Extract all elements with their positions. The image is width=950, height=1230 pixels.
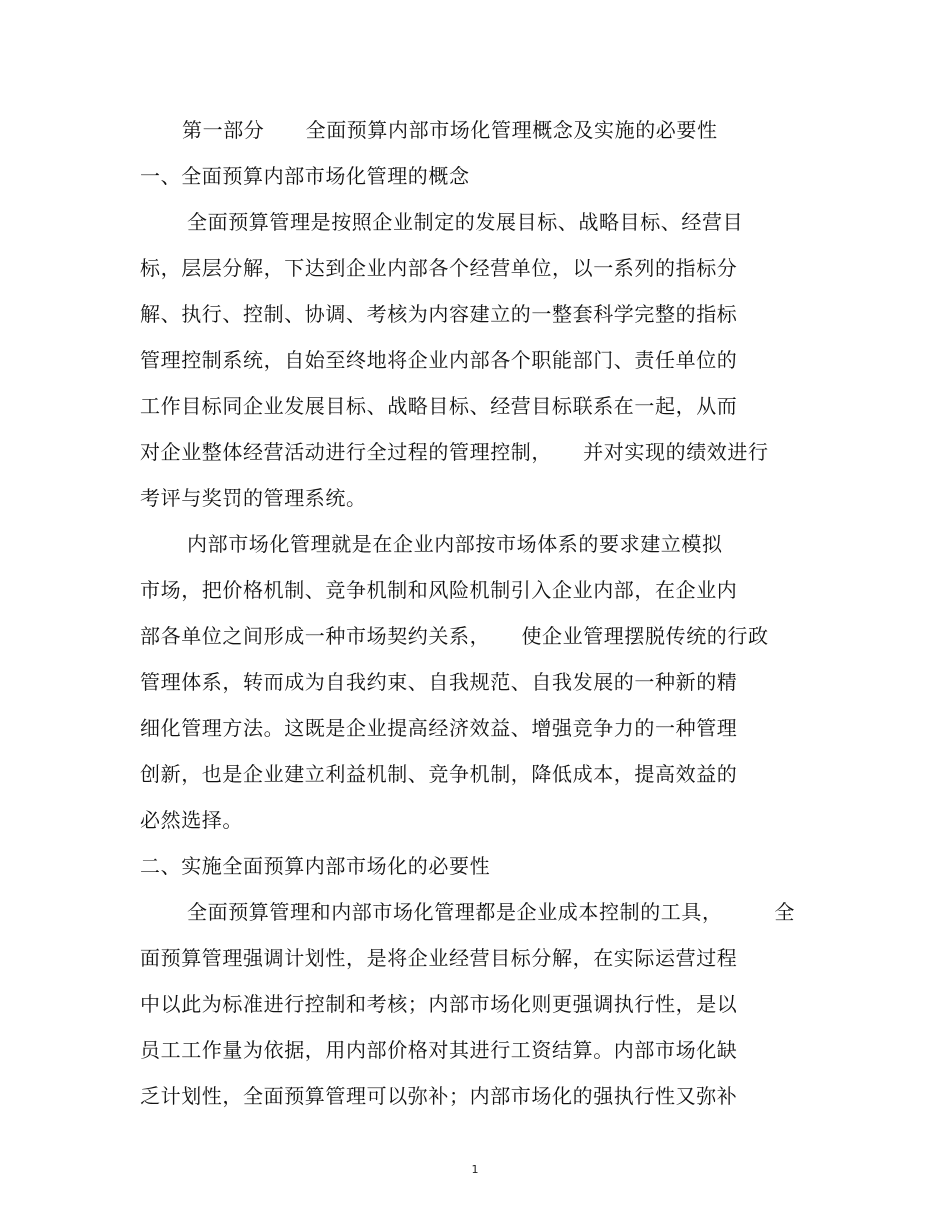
paragraph-line: 全面预算管理和内部市场化管理都是企业成本控制的工具， 全 (187, 900, 795, 924)
paragraph-line: 中以此为标准进行控制和考核；内部市场化则更强调执行性，是以 (140, 992, 738, 1016)
section-heading-2: 二、实施全面预算内部市场化的必要性 (140, 854, 491, 878)
paragraph-line: 乏计划性，全面预算管理可以弥补；内部市场化的强执行性又弥补 (140, 1084, 738, 1108)
paragraph-line: 必然选择。 (140, 808, 243, 832)
paragraph-line: 管理体系，转而成为自我约束、自我规范、自我发展的一种新的精 (140, 670, 738, 694)
paragraph-line: 工作目标同企业发展目标、战略目标、经营目标联系在一起，从而 (140, 394, 738, 418)
section-heading-1: 一、全面预算内部市场化管理的概念 (140, 164, 470, 188)
paragraph-line: 面预算管理强调计划性，是将企业经营目标分解，在实际运营过程 (140, 946, 738, 970)
paragraph-line: 员工工作量为依据，用内部价格对其进行工资结算。内部市场化缺 (140, 1038, 738, 1062)
paragraph-line: 部各单位之间形成一种市场契约关系， 使企业管理摆脱传统的行政 (140, 624, 769, 648)
page-number: 1 (471, 1163, 479, 1176)
paragraph-line: 内部市场化管理就是在企业内部按市场体系的要求建立模拟 (187, 532, 723, 556)
paragraph-line: 考评与奖罚的管理系统。 (140, 486, 367, 510)
paragraph-line: 标，层层分解，下达到企业内部各个经营单位，以一系列的指标分 (140, 256, 738, 280)
paragraph-line: 细化管理方法。这既是企业提高经济效益、增强竞争力的一种管理 (140, 716, 738, 740)
paragraph-line: 解、执行、控制、协调、考核为内容建立的一整套科学完整的指标 (140, 302, 738, 326)
paragraph-line: 创新，也是企业建立利益机制、竞争机制，降低成本，提高效益的 (140, 762, 738, 786)
paragraph-line: 全面预算管理是按照企业制定的发展目标、战略目标、经营目 (187, 210, 744, 234)
paragraph-line: 市场，把价格机制、竞争机制和风险机制引入企业内部，在企业内 (140, 578, 738, 602)
paragraph-line: 对企业整体经营活动进行全过程的管理控制， 并对实现的绩效进行 (140, 440, 769, 464)
part-title: 第一部分 全面预算内部市场化管理概念及实施的必要性 (182, 118, 718, 142)
paragraph-line: 管理控制系统，自始至终地将企业内部各个职能部门、责任单位的 (140, 348, 738, 372)
